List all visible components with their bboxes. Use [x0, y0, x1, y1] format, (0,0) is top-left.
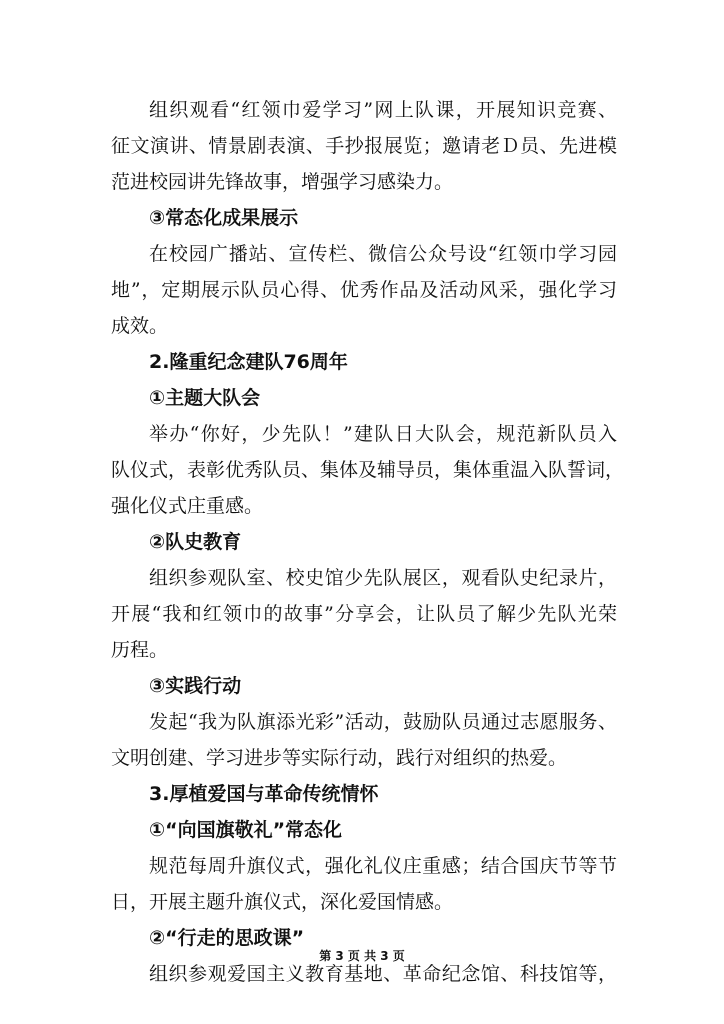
body-text-line: 历程。	[111, 639, 169, 661]
body-text-line: 举办“你好，少先队！”建队日大队会，规范新队员入	[149, 423, 617, 445]
section-heading: ②队史教育	[149, 531, 242, 553]
section-heading: 3.厚植爱国与革命传统情怀	[149, 783, 379, 805]
body-text-line: 地”，定期展示队员心得、优秀作品及活动风采，强化学习	[111, 279, 617, 301]
body-text-line: 开展“我和红领巾的故事”分享会，让队员了解少先队光荣	[111, 603, 617, 625]
body-text-line: 范进校园讲先锋故事，增强学习感染力。	[111, 171, 454, 193]
body-text-line: 发起“我为队旗添光彩”活动，鼓励队员通过志愿服务、	[149, 711, 617, 733]
body-text-line: 征文演讲、情景剧表演、手抄报展览；邀请老Ｄ员、先进模	[111, 135, 617, 157]
section-heading: ①“向国旗敬礼”常态化	[149, 819, 343, 841]
section-heading: ③常态化成果展示	[149, 207, 299, 229]
body-text-line: 组织观看“红领巾爱学习”网上队课，开展知识竞赛、	[149, 99, 617, 121]
section-heading: ③实践行动	[149, 675, 242, 697]
body-text-line: 队仪式，表彰优秀队员、集体及辅导员，集体重温入队誓词，	[111, 459, 625, 481]
section-heading: ②“行走的思政课”	[149, 927, 305, 949]
body-text-line: 强化仪式庄重感。	[111, 495, 264, 517]
body-text-line: 成效。	[111, 315, 169, 337]
page-footer: 第 3 页 共 3 页	[319, 949, 405, 963]
body-text-line: 规范每周升旗仪式，强化礼仪庄重感；结合国庆节等节	[149, 855, 617, 877]
body-text-line: 文明创建、学习进步等实际行动，践行对组织的热爱。	[111, 747, 568, 769]
body-text-line: 组织参观爱国主义教育基地、革命纪念馆、科技馆等，	[149, 963, 617, 985]
section-heading: 2.隆重纪念建队76周年	[149, 351, 348, 373]
body-text-line: 组织参观队室、校史馆少先队展区，观看队史纪录片，	[149, 567, 617, 589]
body-text-line: 在校园广播站、宣传栏、微信公众号设“红领巾学习园	[149, 243, 617, 265]
body-text-line: 日，开展主题升旗仪式，深化爱国情感。	[111, 891, 454, 913]
section-heading: ①主题大队会	[149, 387, 261, 409]
